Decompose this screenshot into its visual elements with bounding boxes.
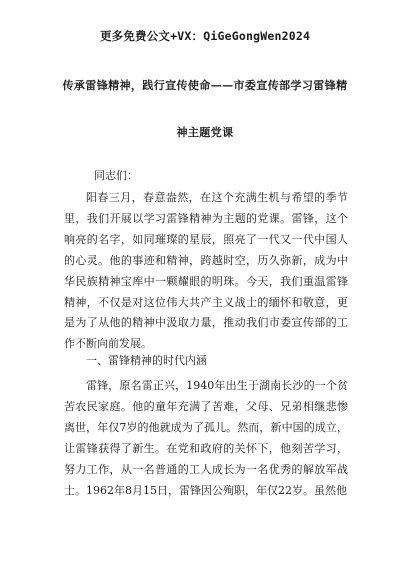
document-title-line-1: 传承雷锋精神，践行宣传使命——市委宣传部学习雷锋精	[62, 79, 348, 92]
section-paragraph: 雷锋，原名雷正兴，1940年出生于湖南长沙的一个贫苦农民家庭。他的童年充满了苦难，父母、兄弟相继悲惨离世，年仅7岁的他就成为了孤儿。然而，新中国的成立，让雷锋获得了新生。在党和政府的关怀下，他刻苦学习，努力工作，从一名普通的工人成长为一名优秀的解放军战士。1962年8月15日，雷锋因公殉职，年仅22岁。虽然他	[64, 379, 348, 497]
document-title-line-2: 神主题党课	[176, 126, 234, 139]
section-heading: 一、雷锋精神的时代内涵	[86, 354, 207, 367]
salutation: 同志们：	[94, 169, 138, 182]
document-header: 更多免费公文+VX：QiGeGongWen2024	[99, 29, 311, 43]
intro-paragraph: 阳春三月，春意盎然，在这个充满生机与希望的季节里，我们开展以学习雷锋精神为主题的党课。雷锋，这个响亮的名字，如同璀璨的星辰，照亮了一代又一代中国人的心灵。他的事迹和精神，跨越时空，历久弥新，成为中华民族精神宝库中一颗耀眼的明珠。今天，我们重温雷锋精神，不仅是对这位伟大共产主义战士的缅怀和敬意，更是为了从他的精神中汲取力量，推动我们市委宣传部的工作不断向前发展。	[64, 191, 348, 351]
